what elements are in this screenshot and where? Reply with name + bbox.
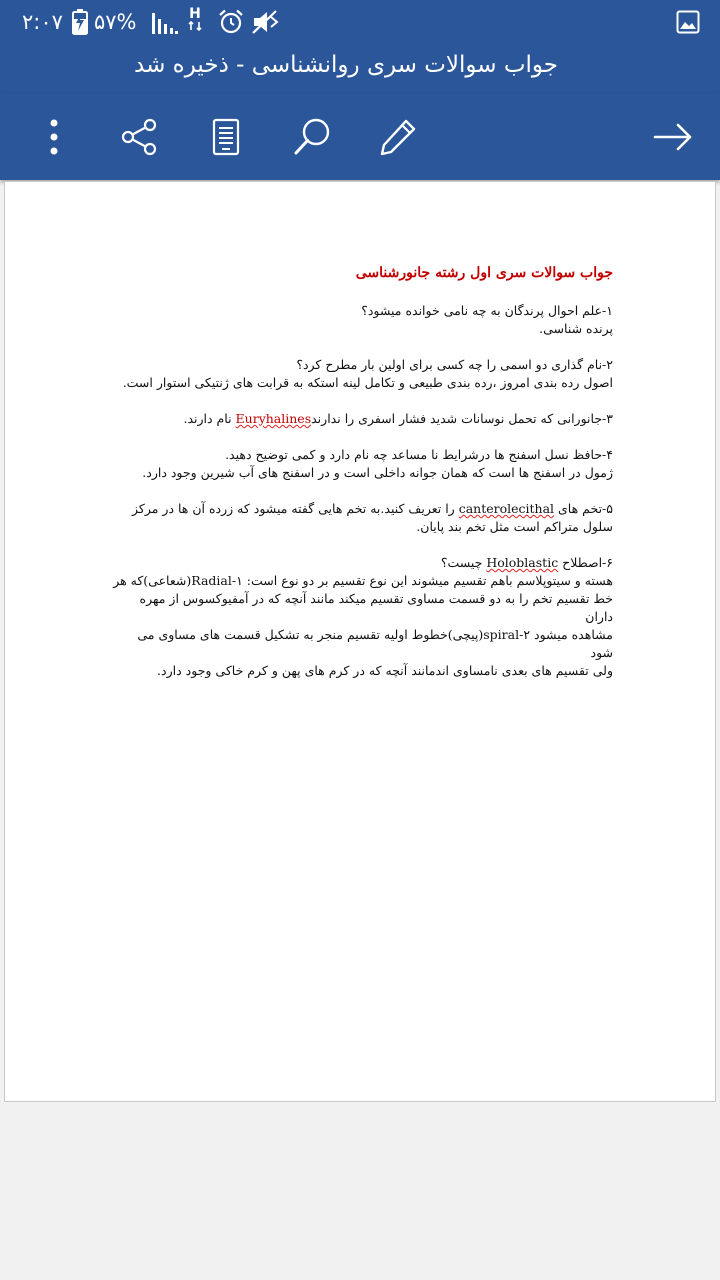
document-content[interactable] — [113, 264, 613, 698]
battery-percent-text: ۵۷% — [94, 10, 137, 34]
status-time-text: ۲:۰۷ — [22, 10, 63, 34]
app-toolbar — [0, 94, 720, 180]
battery-percent — [94, 8, 137, 36]
answer-2-text: اصول رده بندی امروز ،رده بندی طبیعی و تکامل لینه استکه به قرابت های ژنتیکی استوار است. — [122, 375, 613, 390]
share-icon — [120, 118, 158, 156]
document-page[interactable] — [4, 181, 716, 1102]
status-bar — [0, 0, 720, 44]
question-3-before: ۳-جانورانی که تحمل نوسانات شدید فشار اسفری را ندارند — [311, 411, 613, 426]
answer-6-line-2: خط تقسیم تخم را به دو قسمت مساوی تقسیم میکند مانند آنچه که در آمفیوکسوس از مهره داران — [139, 591, 613, 624]
reading-view-icon — [212, 118, 240, 156]
network-h-icon — [188, 7, 202, 35]
question-3-text — [113, 410, 613, 428]
edit-icon — [378, 117, 418, 157]
back-button[interactable] — [648, 112, 698, 162]
answer-6-line-3: مشاهده میشود ۲-spiral(پیچی)خطوط اولیه تقسیم منجر به تشکیل قسمت های مساوی می شود — [137, 627, 613, 660]
question-6-text — [113, 554, 613, 572]
question-5-after: را تعریف کنید.به تخم هایی گفته میشود که زرده آن ها در مرکز سلول متراکم است مثل تخم بند پایان. — [132, 501, 613, 534]
question-6-after: چیست؟ — [440, 555, 487, 570]
battery-charging-icon — [72, 8, 88, 36]
term-euryhalines: Euryhalines — [235, 411, 312, 426]
question-2-text: ۲-نام گذاری دو اسمی را چه کسی برای اولین بار مطرح کرد؟ — [296, 357, 613, 372]
status-time — [22, 8, 63, 36]
signal-icon — [152, 8, 178, 36]
back-arrow-icon — [653, 122, 693, 152]
reading-view-button[interactable] — [201, 112, 251, 162]
edit-button[interactable] — [373, 112, 423, 162]
term-canterolecithal: canterolecithal — [458, 501, 555, 516]
mute-icon — [250, 8, 286, 36]
question-2 — [113, 356, 613, 392]
question-1 — [113, 302, 613, 338]
more-options-button[interactable] — [29, 112, 79, 162]
search-icon — [292, 117, 332, 157]
question-3 — [113, 410, 613, 428]
document-title: جواب سوالات سری روانشناسی - ذخیره شد — [134, 52, 558, 78]
image-notification-icon — [676, 8, 700, 36]
question-6-before: ۶-اصطلاح — [558, 555, 613, 570]
question-4 — [113, 446, 613, 482]
question-5-before: ۵-تخم های — [554, 501, 613, 516]
question-5-text — [113, 500, 613, 536]
answer-6-line-4: ولی تقسیم های بعدی نامساوی اندمانند آنچه که در کرم های پهن و کرم خاکی وجود دارد. — [157, 663, 613, 678]
title-bar — [0, 44, 720, 94]
question-5 — [113, 500, 613, 536]
question-3-after: نام دارند. — [183, 411, 236, 426]
share-button[interactable] — [114, 112, 164, 162]
answer-4-text: ژمول در اسفنج ها است که همان جوانه داخلی است و در اسفنج های آب شیرین وجود دارد. — [142, 465, 613, 480]
answer-6-line-1: هسته و سیتوپلاسم باهم تقسیم میشوند این نوع تقسیم بر دو نوع است: ۱-Radial(شعاعی)که هر — [113, 573, 613, 588]
alarm-icon — [218, 8, 244, 36]
document-heading: جواب سوالات سری اول رشته جانورشناسی — [355, 265, 613, 281]
more-options-icon — [49, 118, 59, 156]
question-6 — [113, 554, 613, 680]
question-1-text: ۱-علم احوال پرندگان به چه نامی خوانده میشود؟ — [361, 303, 613, 318]
term-holoblastic: Holoblastic — [486, 555, 559, 570]
network-type-text: H — [189, 6, 201, 22]
question-4-text: ۴-حافظ نسل اسفنج ها درشرایط نا مساعد چه نام دارد و کمی توضیح دهید. — [225, 447, 613, 462]
answer-1-text: پرنده شناسی. — [539, 321, 613, 336]
search-button[interactable] — [287, 112, 337, 162]
